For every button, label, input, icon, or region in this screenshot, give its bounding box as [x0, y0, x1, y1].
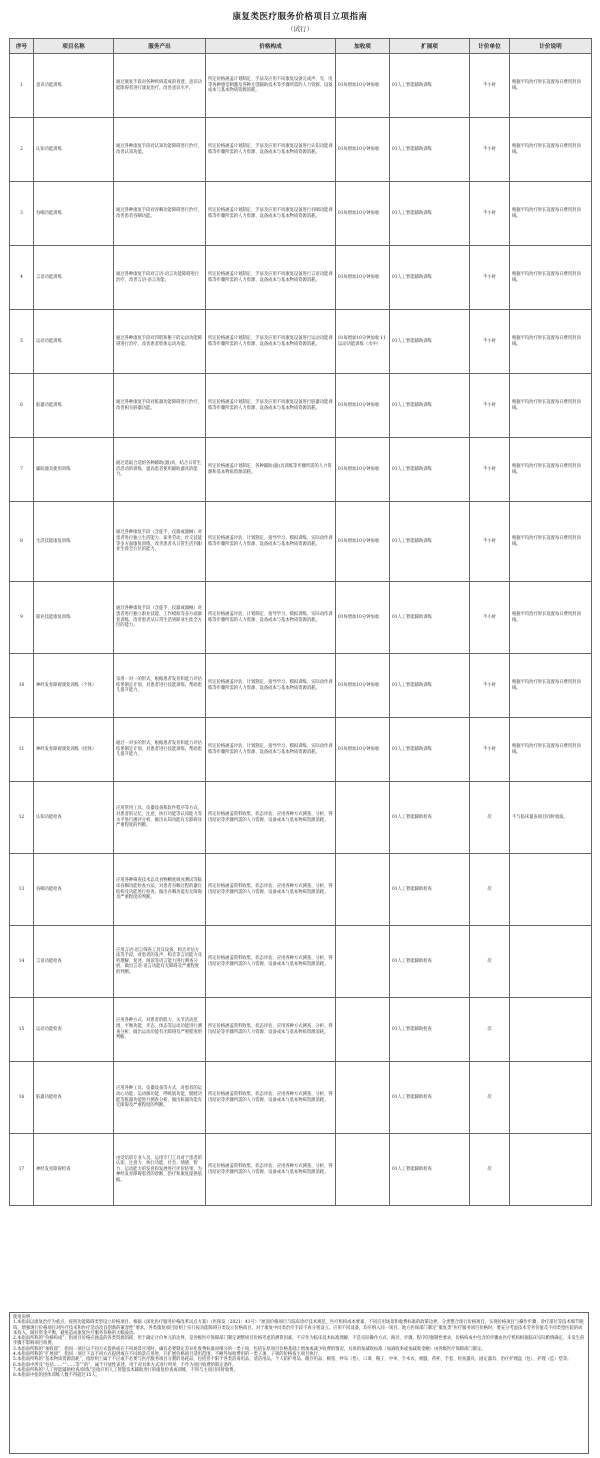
cell-unit: 半小时 [470, 182, 510, 246]
cell-unit: 半小时 [470, 654, 510, 718]
cell-name: 吞咽功能训练 [34, 182, 114, 246]
cell-no: 7 [10, 438, 34, 502]
cell-surcharge: 01每增加10分钟加收 [336, 718, 390, 782]
cell-extension: 01人工智能辅助训练 [390, 438, 470, 502]
cell-no: 11 [10, 718, 34, 782]
cell-no: 14 [10, 926, 34, 998]
cell-extension: 01人工智能辅助检查 [390, 1062, 470, 1134]
cell-name: 辅助器具使用训练 [34, 438, 114, 502]
cell-pricing-note: 根据平均治疗时长设置每日费用封顶线。 [510, 718, 592, 782]
cell-extension: 01人工智能辅助检查 [390, 782, 470, 854]
cell-name: 神经发育障碍康复训练（个体） [34, 654, 114, 718]
cell-output: 应用各种方式，对患者的肌力、关节活动范围、平衡功能、步态、体态等运动功能进行测查分析，做出运动功能有无障碍及严重程度的判断。 [114, 998, 206, 1062]
cell-no: 6 [10, 374, 34, 438]
table-row [10, 438, 592, 502]
cell-name: 生活技能康复训练 [34, 502, 114, 582]
header-name: 项目名称 [34, 39, 114, 54]
cell-name: 言语功能检查 [34, 926, 114, 998]
cell-unit: 半小时 [470, 582, 510, 654]
cell-surcharge: 01每增加10分钟加收 [336, 582, 390, 654]
table-row [10, 54, 592, 118]
cell-no: 12 [10, 782, 34, 854]
cell-no: 1 [10, 54, 34, 118]
cell-pricing-note [510, 926, 592, 998]
cell-output: 应用常用工具、仪器设备和软件程序等方式，对患者的记忆、注意、执行功能等认知能力等水平进行测评分析，做出认知功能有无障碍及严重程度的判断。 [114, 782, 206, 854]
cell-no: 9 [10, 582, 34, 654]
cell-output: 通过各种康复手段对言语-语言功能障碍进行治疗，改善言语-语言功能。 [114, 246, 206, 310]
note-paragraph: 3.本指南所称的“加收项”，指同一项目以不同方式提供或在不同场景应用时，确有必要制定差异化收费标准而细分的一类子项，包括在原项目价格基础上增加或减少收费的情况，具体的加减收标准（加减收率或加减收金额）由各级医疗保障部门制定。 [13, 1346, 486, 1352]
cell-extension: 01人工智能辅助检查 [390, 1134, 470, 1206]
header-surcharge: 加收项 [336, 39, 390, 54]
header-no: 序号 [10, 39, 34, 54]
table-row [10, 654, 592, 718]
cell-name: 运动功能训练 [34, 310, 114, 374]
cell-surcharge: 01每增加10分钟加收 [336, 502, 390, 582]
cell-surcharge [336, 998, 390, 1062]
cell-surcharge: 01每增加10分钟加收 [336, 246, 390, 310]
cell-unit: 次 [470, 1062, 510, 1134]
cell-unit: 半小时 [470, 718, 510, 782]
cell-price-composition: 所定价格涵盖计划制定、手法及应用不同康复设备完成声、光、电等各种感觉刺激及各种无创辅助技术等步骤所需的人力资源、设备成本与基本物质资源消耗。 [206, 54, 336, 118]
cell-pricing-note: 根据平均治疗时长设置每日费用封顶线。 [510, 438, 592, 502]
cell-price-composition: 所定价格涵盖评估、计划制定、指导学习、模拟训练、实际动作训练等步骤所需的人力资源、设备成本与基本物质资源消耗。 [206, 654, 336, 718]
table-row [10, 118, 592, 182]
cell-pricing-note: 不与临床量表项目同时收取。 [510, 782, 592, 854]
cell-surcharge: 01每增加10分钟加收 [336, 182, 390, 246]
cell-extension: 01人工智能辅助训练 [390, 182, 470, 246]
table-row [10, 1062, 592, 1134]
cell-pricing-note: 根据平均治疗时长设置每日费用封顶线。 [510, 582, 592, 654]
cell-output: 通过康复手段对各种疾病造成的昏迷、意识功能障碍者进行康复治疗，改善意识水平。 [114, 54, 206, 118]
cell-output: 通过选取合适的各种辅助(器)具，结合日常生活活动的训练，提高患者使用辅助器具的能力。 [114, 438, 206, 502]
cell-output: 采用一对一的形式，根据患者发育和能力评估结果制定计划，对患者进行技能训练，帮助患儿提升能力。 [114, 654, 206, 718]
table-row [10, 926, 592, 998]
header-extension: 扩展项 [390, 39, 470, 54]
table-row [10, 854, 592, 926]
cell-surcharge [336, 1134, 390, 1206]
cell-extension: 01人工智能辅助检查 [390, 998, 470, 1062]
cell-unit: 半小时 [470, 246, 510, 310]
cell-no: 17 [10, 1134, 34, 1206]
cell-output: 通过各种康复手段对四肢和躯干的运动功能障碍进行治疗，改善患者肢体运动功能。 [114, 310, 206, 374]
cell-price-composition: 所定价格涵盖计划制定、手法及应用不同康复设备进行认知功能训练等步骤所需的人力资源、设备成本与基本物质资源消耗。 [206, 118, 336, 182]
cell-no: 5 [10, 310, 34, 374]
price-item-table [9, 38, 592, 1206]
cell-extension: 01人工智能辅助训练 [390, 118, 470, 182]
cell-price-composition: 所定价格涵盖计划制定、手法及应用不同康复设备进行脏器功能训练等步骤所需的人力资源、设备成本与基本物质资源消耗。 [206, 374, 336, 438]
cell-name: 言语功能训练 [34, 246, 114, 310]
cell-name: 神经发育障碍检查 [34, 1134, 114, 1206]
cell-name: 脏器功能训练 [34, 374, 114, 438]
cell-pricing-note: 根据平均治疗时长设置每日费用封顶线。 [510, 182, 592, 246]
cell-name: 认知功能检查 [34, 782, 114, 854]
cell-pricing-note: 根据平均治疗时长设置每日费用封顶线。 [510, 246, 592, 310]
cell-name: 认知功能训练 [34, 118, 114, 182]
cell-no: 8 [10, 502, 34, 582]
cell-extension: 01人工智能辅助检查 [390, 926, 470, 998]
cell-output: 应用言语-语言筛查工具及设备、构音评估方法等手段，对患者的发声、构音等言语能力及听理解、复述、阅读等语言能力进行测查分析，做出言语-语言功能有无障碍及严重程度的判断。 [114, 926, 206, 998]
cell-extension: 01人工智能辅助训练 [390, 310, 470, 374]
cell-pricing-note: 根据平均治疗时长设置每日费用封顶线。 [510, 374, 592, 438]
cell-output: 应用各种工具、仪器设备等方式，对患者的运动心功能、运动肺功能、呼吸肌功能、膀胱功能等脏器功能进行测查分析，做出脏器功能有无障碍及严重程度的判断。 [114, 1062, 206, 1134]
document-subtitle: （试行） [287, 25, 313, 33]
table-row [10, 998, 592, 1062]
cell-no: 10 [10, 654, 34, 718]
cell-pricing-note [510, 998, 592, 1062]
cell-unit: 次 [470, 998, 510, 1062]
table-row [10, 374, 592, 438]
header-output: 服务产出 [114, 39, 206, 54]
cell-surcharge [336, 926, 390, 998]
cell-no: 13 [10, 854, 34, 926]
cell-surcharge [336, 854, 390, 926]
note-paragraph: 2.本指南所称的“价格构成”，指项目价格应涵盖的各类资源消耗，用于确定计价单元的边界，是各级医疗保障部门制定调整项目价格考虑的测算因素，不应作为临床技术标准理解，不是实际操作方式、路径、步骤、程序的强制性要求，价格构成中包含的步骤由医疗机构根据临床实际酌情确定，未发生的步骤不影响项目收费。 [13, 1336, 585, 1347]
cell-pricing-note [510, 1134, 592, 1206]
cell-no: 2 [10, 118, 34, 182]
header-pricing-note: 计价说明 [510, 39, 592, 54]
cell-name: 意识功能训练 [34, 54, 114, 118]
document-title: 康复类医疗服务价格项目立项指南 [232, 12, 368, 22]
cell-output: 通过各种康复手段对认知功能障碍进行治疗，改善认知功能。 [114, 118, 206, 182]
cell-no: 3 [10, 182, 34, 246]
cell-price-composition: 所定价格涵盖计划制定、手法及应用不同康复设备进行吞咽功能训练等步骤所需的人力资源、设备成本与基本物质资源消耗。 [206, 182, 336, 246]
cell-extension: 01人工智能辅助训练 [390, 54, 470, 118]
cell-price-composition: 所定价格涵盖资料收集、状态评估、应用各种方式测查、分析、得出结论等步骤所需的人力资源、设备成本与基本物质资源消耗。 [206, 998, 336, 1062]
notes-heading: 使用说明： [13, 1315, 35, 1320]
cell-unit: 半小时 [470, 54, 510, 118]
note-paragraph: 8.本指南中指的团体训练人数不得超过15人。 [13, 1373, 100, 1379]
cell-surcharge: 01每增加10分钟加收 [336, 54, 390, 118]
cell-unit: 次 [470, 782, 510, 854]
table-header-row [10, 39, 592, 54]
cell-surcharge [336, 782, 390, 854]
note-paragraph: 5.本指南所称的“基本物质资源消耗”，指原则上属于不应或不必要与医疗服务项目分割的易耗品，包括但不限于各类消毒用品、清洁用品、个人防护用品、储存用品、棉签、纱布（垫）、口罩、帽子、中单、手术衣、被服、药杯、手套、检查器具、固定器具、治疗护理盘（包）、护理（监）垫等。 [13, 1357, 572, 1363]
table-row [10, 718, 592, 782]
cell-output: 通过各种康复手段对脏器功能障碍进行治疗，改善相关脏器功能。 [114, 374, 206, 438]
cell-extension: 01人工智能辅助训练 [390, 374, 470, 438]
cell-surcharge: 01每增加10分钟加收 [336, 118, 390, 182]
header-unit: 计价单位 [470, 39, 510, 54]
table-row [10, 782, 592, 854]
note-paragraph: 6.本指南中涉及“包括……”“……等”“的”，属于开放性表述，用于对具体方式进行列举，不作为项目收费的限定条件。 [13, 1362, 237, 1368]
cell-price-composition: 所定价格涵盖计划制定、手法及应用不同康复设备进行运动功能训练等步骤所需的人力资源、设备成本与基本物质资源消耗。 [206, 310, 336, 374]
cell-name: 吞咽功能检查 [34, 854, 114, 926]
table-row [10, 246, 592, 310]
note-paragraph: 4.本指南所称的“扩展项”，指同一项目下以不同方式提供或在不同场景应用时，只扩展价格项目适用范围，不额外加收费用的一类子项，子项的价格按主项目执行。 [13, 1352, 323, 1358]
cell-price-composition: 所定价格涵盖资料收集、状态评估、应用各种方式测查、分析、得出结论等步骤所需的人力资源、设备成本与基本物质资源消耗。 [206, 854, 336, 926]
cell-unit: 次 [470, 854, 510, 926]
note-paragraph: 1.本指南以康复治疗为重点，按照功能障碍类型设立价格项目。根据《深化医疗服务价格改革试点方案》（医保发〔2021〕41号）“厘清价格项目与临床诊疗技术规范、医疗机构成本要素、不同应用场景和收费标准的政策边界。分类整合现行价格项目，实现价格项目与操作步骤、诊疗部位等技术细节脱钩，增强现行价格项目对医疗技术和医疗活动改良创新的兼容性”要求，各类康复项目原则上实行按功能障碍分类设立价格项目，对于康复中同类治疗手段不再分别设立。应用不同设备，均应纳入同一项目。地方医保部门制定“康复类”医疗服务项目价格时，要充分考虑技术劳务价值及不同类型医院的成本投入，做好资金平衡，避免造成康复医疗服务价格的大幅波动。 [13, 1320, 584, 1336]
cell-pricing-note [510, 854, 592, 926]
cell-unit: 半小时 [470, 118, 510, 182]
cell-extension: 01人工智能辅助训练 [390, 654, 470, 718]
header-price-composition: 价格构成 [206, 39, 336, 54]
cell-output: 通过各种康复手段对吞咽功能障碍进行治疗，改善患者吞咽功能。 [114, 182, 206, 246]
cell-price-composition: 所定价格涵盖评估、计划制定、指导学习、模拟训练、实际动作训练等步骤所需的人力资源、设备成本与基本物质资源消耗。 [206, 502, 336, 582]
cell-pricing-note: 根据平均治疗时长设置每日费用封顶线。 [510, 118, 592, 182]
table-row [10, 582, 592, 654]
table-row [10, 310, 592, 374]
cell-surcharge: 01每增加10分钟加收 [336, 654, 390, 718]
cell-pricing-note [510, 1062, 592, 1134]
cell-price-composition: 所定价格涵盖资料收集、状态评估、应用各种方式测查、分析、得出结论等步骤所需的人力资源、设备成本与基本物质资源消耗。 [206, 926, 336, 998]
cell-name: 运动功能检查 [34, 998, 114, 1062]
cell-price-composition: 所定价格涵盖资料收集、状态评估、应用各种方式测查、分析、得出结论等步骤所需的人力资源、设备成本与基本物质资源消耗。 [206, 782, 336, 854]
cell-price-composition: 所定价格涵盖评估、计划制定、指导学习、模拟训练、实际动作训练等步骤所需的人力资源、设备成本与基本物质资源消耗。 [206, 718, 336, 782]
cell-pricing-note: 根据平均治疗时长设置每日费用封顶线。 [510, 654, 592, 718]
cell-unit: 半小时 [470, 438, 510, 502]
cell-no: 16 [10, 1062, 34, 1134]
cell-output: 通过各种康复手段（含徒手、仪器或器械）对患者进行独立生活能力、家务劳动、社交技能等多方面康复训练，改善患者从日常生活到职业生涯全方位的能力。 [114, 502, 206, 582]
cell-surcharge: 01每增加10分钟加收 11运动功能训练（水中） [336, 310, 390, 374]
cell-extension: 01人工智能辅助训练 [390, 502, 470, 582]
cell-price-composition: 所定价格涵盖资料收集、状态评估、应用各种方式测查、分析、得出结论等步骤所需的人力资源、设备成本与基本物质资源消耗。 [206, 1134, 336, 1206]
cell-extension: 01人工智能辅助训练 [390, 718, 470, 782]
cell-output: 由受培训专业人员，运用专门工具对于患者的认知、注意力、执行功能、社会、情感、智力、运动能力的发育和发展进行评价结果，为神经发育障碍患者的诊断、治疗和康复提供依据。 [114, 1134, 206, 1206]
cell-unit: 半小时 [470, 310, 510, 374]
cell-unit: 半小时 [470, 502, 510, 582]
cell-surcharge: 01每增加10分钟加收 [336, 438, 390, 502]
cell-extension: 01人工智能辅助训练 [390, 582, 470, 654]
cell-output: 通过各种康复手段（含徒手、仪器或器械）对患者进行独立职业技能、工作模拟等多方面康复训练，改善患者从日常生活到职业生涯全方位的能力。 [114, 582, 206, 654]
cell-pricing-note: 根据平均治疗时长设置每日费用封顶线。 [510, 54, 592, 118]
cell-pricing-note: 根据平均治疗时长设置每日费用封顶线。 [510, 310, 592, 374]
cell-name: 神经发育障碍康复训练（团体） [34, 718, 114, 782]
cell-pricing-note: 根据平均治疗时长设置每日费用封顶线。 [510, 502, 592, 582]
table-row [10, 1134, 592, 1206]
table-row [10, 182, 592, 246]
table-row [10, 502, 592, 582]
cell-surcharge: 01每增加10分钟加收 [336, 374, 390, 438]
cell-unit: 次 [470, 1134, 510, 1206]
cell-unit: 半小时 [470, 374, 510, 438]
cell-unit: 次 [470, 926, 510, 998]
cell-extension: 01人工智能辅助训练 [390, 246, 470, 310]
cell-no: 15 [10, 998, 34, 1062]
cell-output: 应用各种筛查技术以及食物稠度吸食测试等临床吞咽功能检查方法，对患者吞咽过程的器官结构及功能进行检查，做出吞咽功能有无障碍及严重程度的判断。 [114, 854, 206, 926]
cell-price-composition: 所定价格涵盖计划制定、各种辅助(器)具训练等步骤所需的人力资源和基本物质资源消耗。 [206, 438, 336, 502]
cell-extension: 01人工智能辅助检查 [390, 854, 470, 926]
cell-price-composition: 所定价格涵盖计划制定、手法及应用不同康复设备进行言语功能训练等步骤所需的人力资源、设备成本与基本物质资源消耗。 [206, 246, 336, 310]
usage-notes [9, 1312, 589, 1454]
cell-name: 职业技能康复训练 [34, 582, 114, 654]
cell-output: 通过一对多的形式，根据患者发育和能力评估结果制定计划，对患者进行技能训练，帮助患儿提升能力。 [114, 718, 206, 782]
note-paragraph: 7.本指南所称的“人工智能辅助检查/训练”是指应用人工智能技术辅助进行的康复检查或训练，不得与主项目同时收费。 [13, 1367, 238, 1373]
cell-name: 脏器功能检查 [34, 1062, 114, 1134]
cell-price-composition: 所定价格涵盖评估、计划制定、指导学习、模拟训练、实际动作训练等步骤所需的人力资源、设备成本与基本物质资源消耗。 [206, 582, 336, 654]
cell-no: 4 [10, 246, 34, 310]
cell-surcharge [336, 1062, 390, 1134]
cell-price-composition: 所定价格涵盖资料收集、状态评估、应用各种方式测查、分析、得出结论等步骤所需的人力资源、设备成本与基本物质资源消耗。 [206, 1062, 336, 1134]
